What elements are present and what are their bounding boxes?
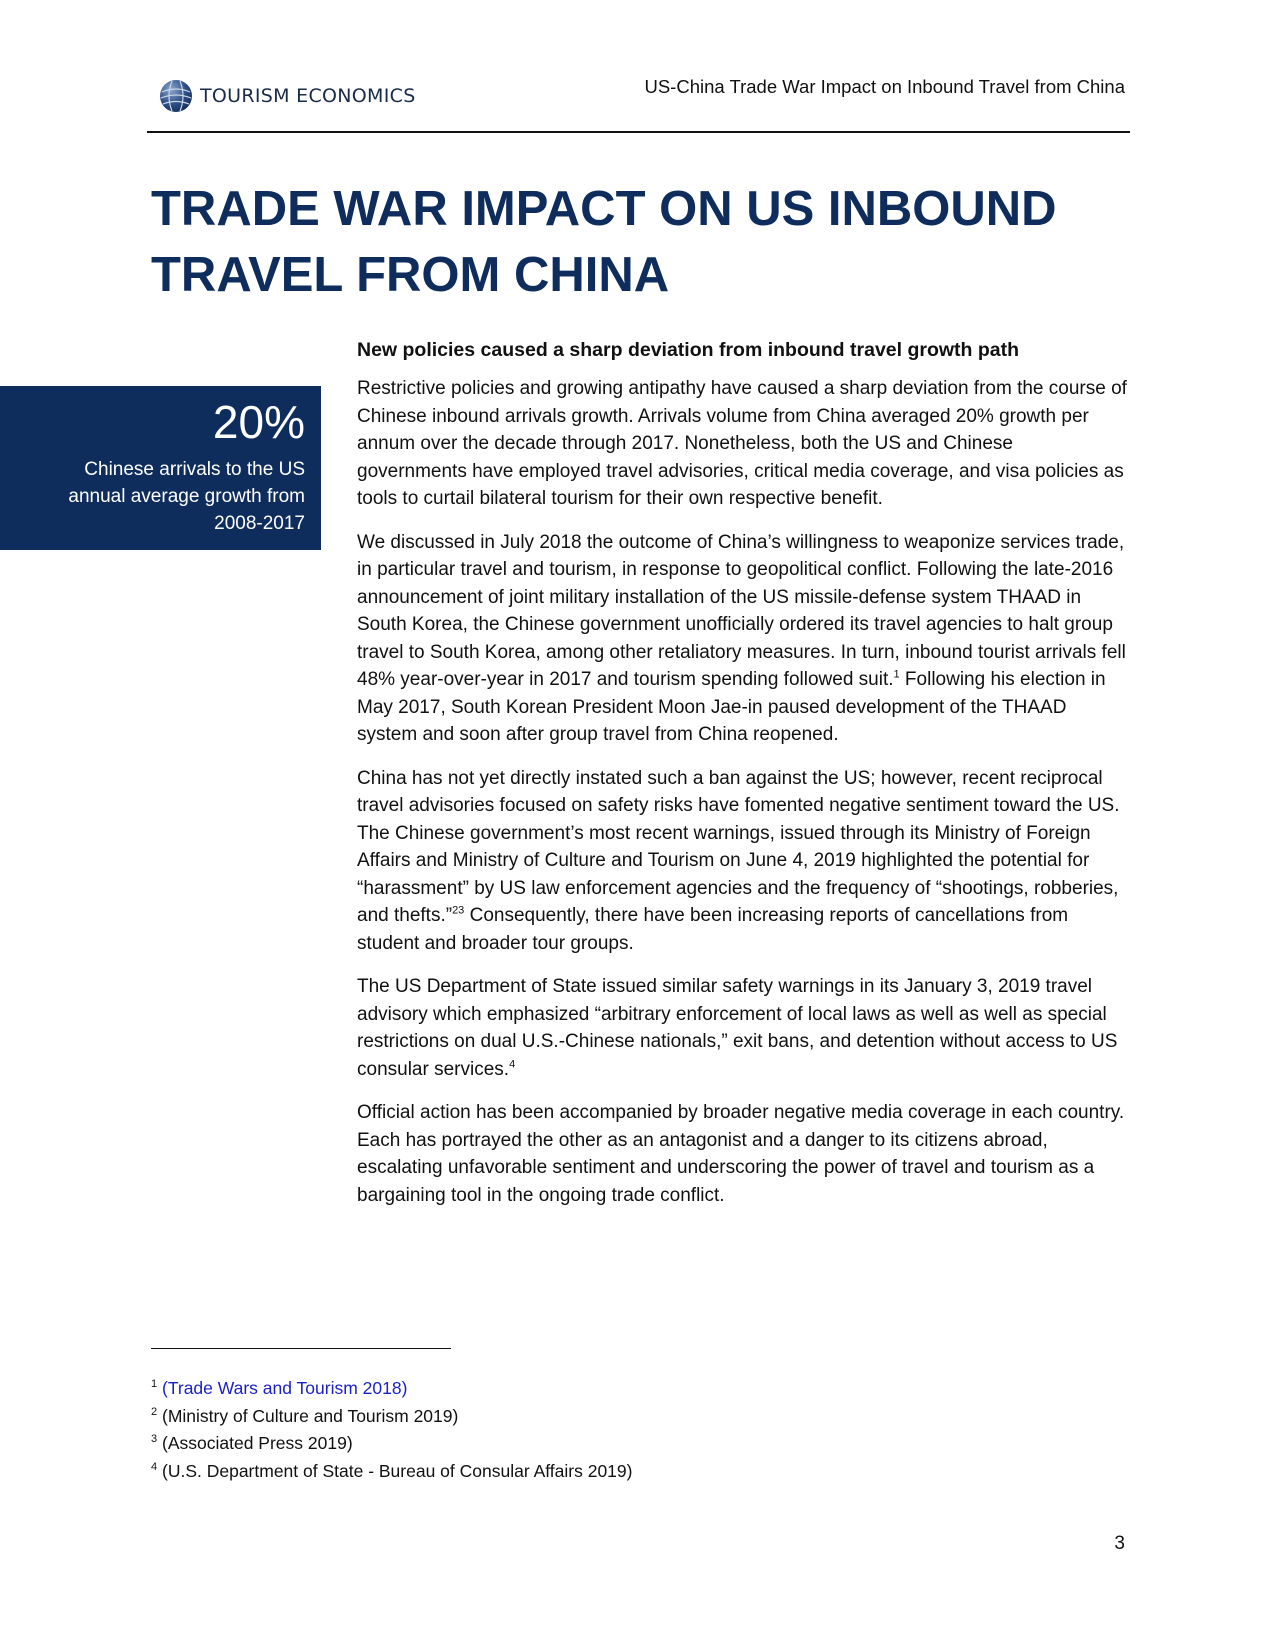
globe-icon: [158, 78, 194, 114]
paragraph-3-text-a: China has not yet directly instated such a ban against the US; however, recent reciprocal travel advisories focused on safety risks have fomented negative sentiment toward the US. The Chinese government’s most recent warnings, issued through its Ministry of Foreign Affairs and Ministry of Culture and Tourism on June 4, 2019 highlighted the potential for “harassment” by US law enforcement agencies and the frequency of “shootings, robberies, and thefts.”: [357, 767, 1120, 926]
paragraph-3: [357, 765, 1127, 958]
logo-text: TOURISM ECONOMICS: [200, 85, 416, 107]
footnote-number: 4: [151, 1460, 158, 1473]
callout-label-line-3: 2008-2017: [214, 513, 305, 534]
page-title-line-1: TRADE WAR IMPACT ON US INBOUND: [151, 182, 1057, 236]
callout-label-line-2: annual average growth from: [68, 486, 305, 507]
logo: [158, 78, 416, 114]
page-title: [151, 176, 1111, 308]
footnote-link[interactable]: (Trade Wars and Tourism 2018): [162, 1378, 408, 1398]
paragraph-2-text-a: We discussed in July 2018 the outcome of China’s willingness to weaponize services trade, in particular travel and tourism, in response to geopolitical conflict. Following the late-2016 announcement of joint military installation of the US missile-defense system THAAD in South Korea, the Chinese government unofficially ordered its travel agencies to halt group travel to South Korea, among other retaliatory measures. In turn, inbound tourist arrivals fell 48% year-over-year in 2017 and tourism spending followed suit.: [357, 531, 1126, 690]
footnote-divider: [151, 1348, 451, 1349]
callout-number: 20%: [212, 396, 305, 448]
running-header: US-China Trade War Impact on Inbound Travel from China: [644, 76, 1125, 97]
footnote-number: 2: [151, 1405, 158, 1418]
page-title-line-2: TRAVEL FROM CHINA: [151, 248, 670, 302]
footnote-1: [151, 1375, 951, 1403]
footnote-number: 3: [151, 1433, 158, 1446]
footnote-ref-2-3[interactable]: 23: [452, 904, 465, 917]
paragraph-5: Official action has been accompanied by broader negative media coverage in each country. Each has portrayed the other as an antagonist and a danger to its citizens abroad, escalating unfavorable sentiment and underscoring the power of travel and tourism as a bargaining tool in the ongoing trade conflict.: [357, 1102, 1125, 1206]
callout-label: [15, 456, 305, 537]
footnote-text: (U.S. Department of State - Bureau of Consular Affairs 2019): [162, 1460, 633, 1481]
paragraph-4-text: The US Department of State issued similar safety warnings in its January 3, 2019 travel advisory which emphasized “arbitrary enforcement of local laws as well as well as special restrictions on dual U.S.-Chinese nationals,” exit bans, and detention without access to US consular services.: [357, 976, 1118, 1080]
footnotes: [151, 1375, 951, 1485]
footnote-4: [151, 1458, 951, 1486]
footnote-3: [151, 1430, 951, 1458]
paragraph-4: [357, 973, 1127, 1083]
paragraph-1: Restrictive policies and growing antipathy have caused a sharp deviation from the course of Chinese inbound arrivals growth. Arrivals volume from China averaged 20% growth per annum over the decade through 2017. Nonetheless, both the US and Chinese governments have employed travel advisories, critical media coverage, and visa policies as tools to curtail bilateral tourism for their own respective benefit.: [357, 378, 1127, 509]
footnote-2: [151, 1403, 951, 1431]
footnote-number: 1: [151, 1378, 158, 1391]
footnote-ref-4[interactable]: 4: [509, 1058, 516, 1071]
footnote-text: (Associated Press 2019): [162, 1433, 353, 1453]
stat-callout: [0, 386, 321, 550]
paragraph-2: [357, 529, 1127, 749]
section-heading: New policies caused a sharp deviation from inbound travel growth path: [357, 339, 1020, 361]
callout-label-line-1: Chinese arrivals to the US: [84, 459, 305, 480]
footnote-ref-1[interactable]: 1: [893, 668, 900, 681]
header-divider: [147, 131, 1130, 133]
page-number: 3: [1114, 1533, 1125, 1554]
paragraph-3-text-b: Consequently, there have been increasing reports of cancellations from student and broader tour groups.: [357, 905, 1069, 954]
footnote-text: (Ministry of Culture and Tourism 2019): [162, 1405, 459, 1426]
main-content: [357, 337, 1127, 1225]
paragraph-2-text-b: Following his election in May 2017, South Korean President Moon Jae-in paused development of the THAAD system and soon after group travel from China reopened.: [357, 669, 1106, 745]
